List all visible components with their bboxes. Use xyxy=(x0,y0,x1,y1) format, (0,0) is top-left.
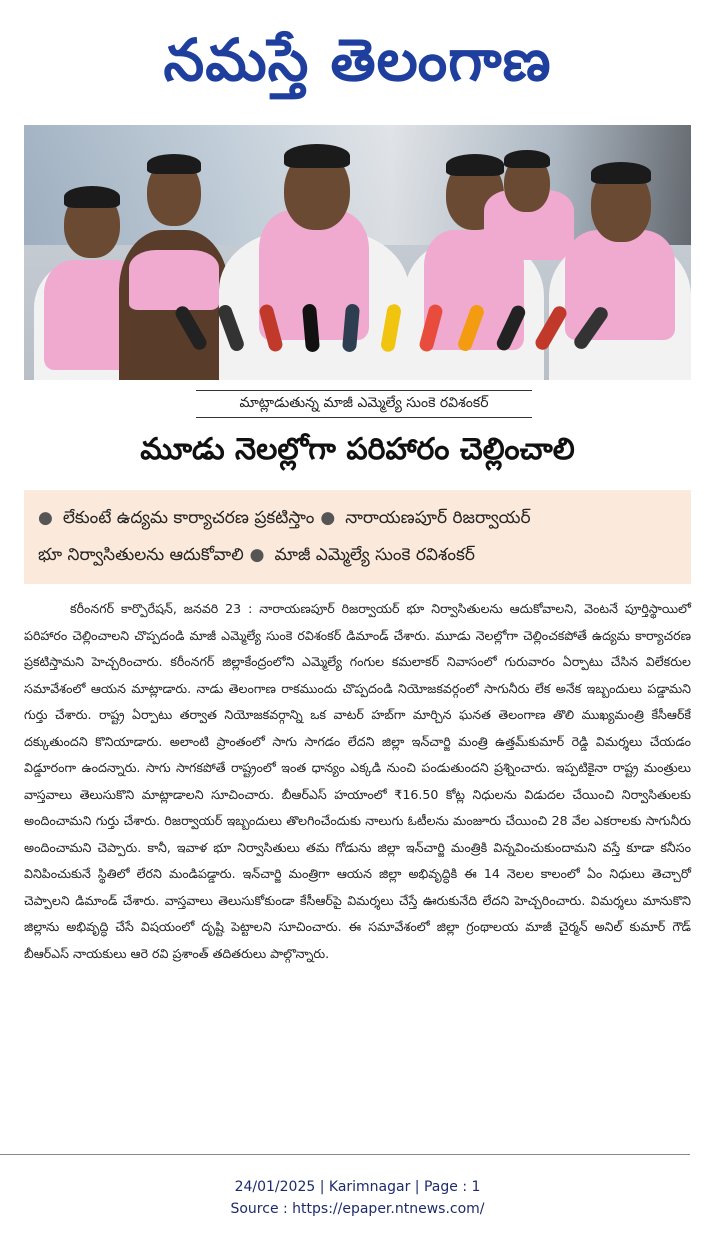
source-link[interactable]: Source : https://epaper.ntnews.com/ xyxy=(230,1201,485,1217)
bullet-icon: ● xyxy=(320,508,336,528)
masthead xyxy=(0,0,715,120)
press-meet-photo xyxy=(24,125,691,380)
photo-person xyxy=(549,160,691,380)
photo-caption: మాట్లాడుతున్న మాజీ ఎమ్మెల్యే సుంకె రవిశంకర్ xyxy=(196,390,532,418)
deck-row xyxy=(32,537,683,574)
deck-item: మాజీ ఎమ్మెల్యే సుంకె రవిశంకర్ xyxy=(274,545,475,565)
deck-item: భూ నిర్వాసితులను ఆదుకోవాలి xyxy=(38,545,244,565)
headline: మూడు నెలల్లోగా పరిహారం చెల్లించాలి xyxy=(140,432,575,467)
bullet-icon: ● xyxy=(38,508,53,528)
bullet-icon: ● xyxy=(249,545,265,565)
page-footer xyxy=(0,1176,715,1220)
edition-info: 24/01/2025 | Karimnagar | Page : 1 xyxy=(234,1179,481,1195)
deck-item: నారాయణపూర్ రిజర్వాయర్ xyxy=(345,508,531,528)
article-body: కరీంనగర్ కార్పొరేషన్, జనవరి 23 : నారాయణపూర్ రిజర్వాయర్ భూ నిర్వాసితులను ఆదుకోవాలని, వెంటనే పూర్తిస్థాయిలో పరిహారం చెల్లించాలని చొప్పదండి మాజీ ఎమ్మెల్యే సుంకె రవిశంకర్ డిమాండ్ చేశారు. మూడు నెలల్లోగా చెల్లించకపోతే ఉద్యమ కార్యాచరణ ప్రకటిస్తామని హెచ్చరించారు. కరీంనగర్ జిల్లాకేంద్రంలోని ఎమ్మెల్యే గంగుల కమలాకర్ నివాసంలో గురువారం ఏర్పాటు చేసిన విలేకరుల సమావేశంలో ఆయన మాట్లాడారు. నాడు తెలంగాణ రాకముందు చొప్పదండి నియోజకవర్గంలో సాగునీరు లేక అనేక ఇబ్బందులు పడ్డామని గుర్తు చేశారు. రాష్ట్ర ఏర్పాటు తర్వాత నియోజకవర్గాన్ని ఒక వాటర్ హబ్‌గా మార్చిన ఘనత తెలంగాణ తొలి ముఖ్యమంత్రి కేసీఆర్‌కే దక్కుతుందని కొనియాడారు. అలాంటి ప్రాంతంలో సాగు సాగడం లేదని జిల్లా ఇన్‌చార్జి మంత్రి ఉత్తమ్‌కుమార్ రెడ్డి విమర్శలు చేయడం విడ్డూరంగా ఉందన్నారు. సాగు సాగకపోతే రాష్ట్రంలో ఇంత ధాన్యం ఎక్కడి నుంచి పండుతుందని ప్రశ్నించారు. ఇప్పటికైనా రాష్ట్ర మంత్రులు వాస్తవాలు తెలుసుకొని మాట్లాడాలని సూచించారు. బీఆర్‌ఎస్ హయాంలో ₹16.50 కోట్ల నిధులను విడుదల చేయించి నిర్వాసితులకు అందించామని గుర్తు చేశారు. రిజర్వాయర్ ఇబ్బందులు తొలగించేందుకు నాలుగు ఓటీలను మంజూరు చేయించి 28 వేల ఎకరాలకు సాగునీరు అందించామని చెప్పారు. కానీ, ఇవాళ భూ నిర్వాసితులు తమ గోడును జిల్లా ఇన్‌చార్జి మంత్రికి విన్నవించుకుందామని వస్తే కూడా కనీసం వినిపించుకునే స్థితిలో లేరని మండిపడ్డారు. ఇన్‌చార్జి మంత్రిగా ఆయన జిల్లా అభివృద్ధికి ఈ 14 నెలల కాలంలో ఏం నిధులు తెచ్చారో చెప్పాలని డిమాండ్ చేశారు. వాస్తవాలు తెలుసుకోకుండా కేసీఆర్‌పై విమర్శలు చేస్తే ఊరుకునేది లేదని హెచ్చరించారు. విమర్శలు మానుకొని జిల్లాను అభివృద్ధి చేసే విషయంలో దృష్టి పెట్టాలని సూచించారు. ఈ సమావేశంలో జిల్లా గ్రంథాలయ మాజీ చైర్మన్ అనిల్ కుమార్ గౌడ్ బీఆర్‌ఎస్ నాయకులు ఆరె రవి ప్రశాంత్ తదితరులు పాల్గొన్నారు. xyxy=(24,601,691,961)
footer-divider xyxy=(0,1154,690,1155)
deck-box xyxy=(24,490,691,584)
deck-item: లేకుంటే ఉద్యమ కార్యాచరణ ప్రకటిస్తాం xyxy=(62,508,315,528)
deck-row xyxy=(32,500,683,537)
photo-person xyxy=(119,150,229,380)
newspaper-logo: నమస్తే తెలంగాణ xyxy=(163,26,552,94)
